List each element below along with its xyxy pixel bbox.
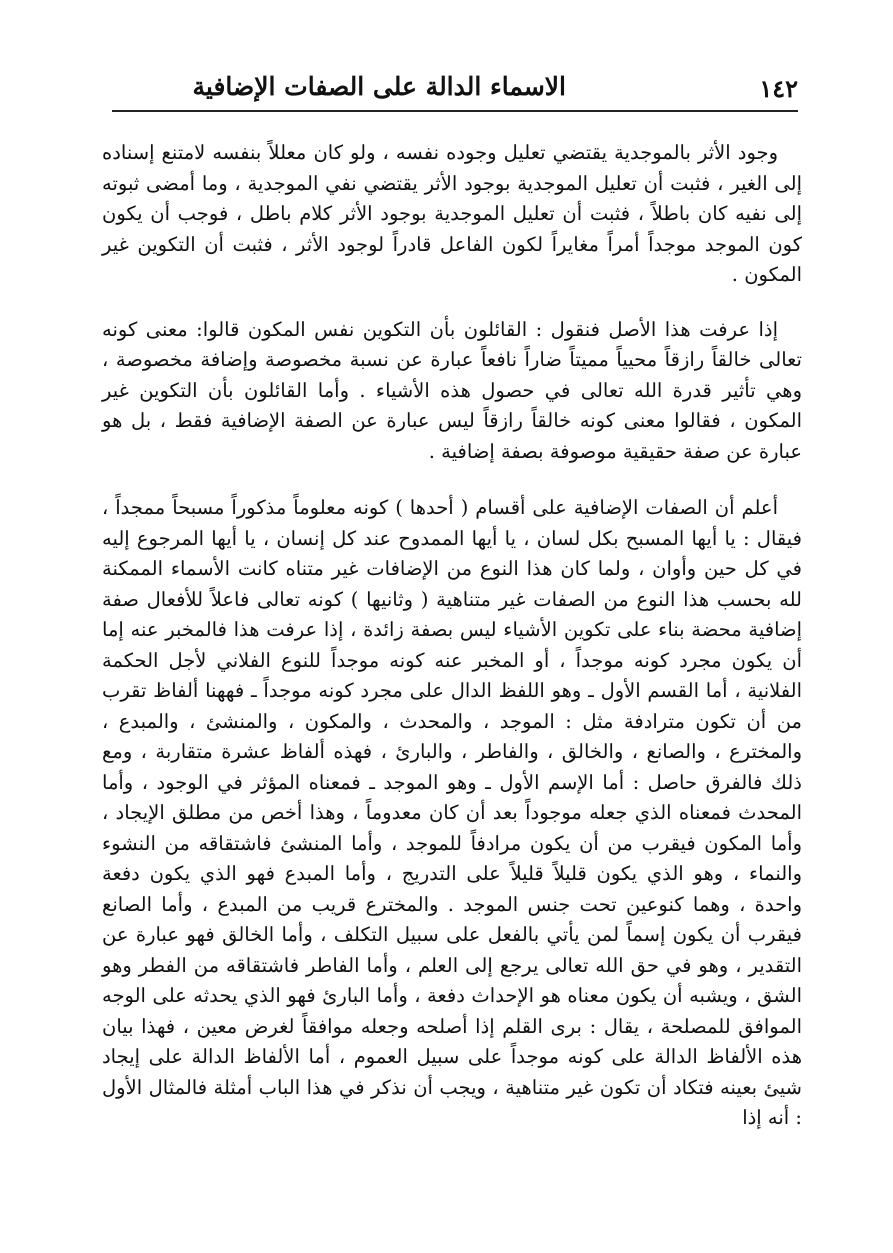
paragraph-1: وجود الأثر بالموجدية يقتضي تعليل وجوده نفسه ، ولو كان معللاً بنفسه لامتنع إسناده إلى الغير ، فثبت أن تعليل الموجدية بوجود الأثر يقتضي نفي الموجدية ، وما أمضى ثبوته إلى نفيه كان باطلاً ، فثبت أن تعليل الموجدية بوجود الأثر كلام باطل ، فوجب أن يكون كون الموجد موجداً أمراً مغايراً لكون الفاعل قادراً لوجود الأثر ، فثبت أن التكوين غير المكون . — [102, 141, 802, 286]
paragraph-2: إذا عرفت هذا الأصل فنقول : القائلون بأن التكوين نفس المكون قالوا: معنى كونه تعالى خالقاً رازقاً محيياً مميتاً ضاراً نافعاً عبارة عن نسبة مخصوصة وإضافة مخصوصة ، وهي تأثير قدرة الله تعالى في حصول هذه الأشياء . وأما القائلون بأن التكوين غير المكون ، فقالوا معنى كونه خالقاً رازقاً ليس عبارة عن الصفة الإضافية فقط ، بل هو عبارة عن صفة حقيقية موصوفة بصفة إضافية . — [102, 317, 802, 463]
page-number: ١٤٢ — [759, 74, 798, 103]
body-text — [102, 138, 802, 1134]
page-header — [112, 64, 798, 112]
running-title: الاسماء الدالة على الصفات الإضافية — [192, 72, 566, 101]
paragraph-3: أعلم أن الصفات الإضافية على أقسام ( أحدها ) كونه معلوماً مذكوراً مسبحاً ممجداً ، فيقال : يا أيها المسبح بكل لسان ، يا أيها الممدوح عند كل إنسان ، يا أيها المرجوع إليه في كل حين وأوان ، ولما كان هذا النوع من الإضافات غير متناه كانت الأسماء الممكنة لله بحسب هذا النوع من الصفات غير متناهية ( وثانيها ) كونه تعالى فاعلاً للأفعال صفة إضافية محضة بناء على تكوين الأشياء ليس بصفة زائدة ، إذا عرفت هذا فالمخبر عنه إما أن يكون مجرد كونه موجداً ، أو المخبر عنه كونه موجداً للنوع الفلاني لأجل الحكمة الفلانية ، أما القسم الأول ـ وهو اللفظ الدال على مجرد كونه موجداً ـ فههنا ألفاظ تقرب من أن تكون مترادفة مثل : الموجد ، والمحدث ، والمكون ، والمنشئ ، والمبدع ، والمخترع ، والصانع ، والخالق ، والفاطر ، والبارئ ، فهذه ألفاظ عشرة متقاربة ، ومع ذلك فالفرق حاصل : أما الإسم الأول ـ وهو الموجد ـ فمعناه المؤثر في الوجود ، وأما المحدث فمعناه الذي جعله موجوداً بعد أن كان معدوماً ، وهذا أخص من مطلق الإيجاد ، وأما المكون فيقرب من أن يكون مرادفاً للموجد ، وأما المنشئ فاشتقاقه من النشوء والنماء ، وهو الذي يكون قليلاً قليلاً على التدريج ، وأما المبدع فهو الذي يكون دفعة واحدة ، وهما كنوعين تحت جنس الموجد . والمخترع قريب من المبدع ، وأما الصانع فيقرب أن يكون إسماً لمن يأتي بالفعل على سبيل التكلف ، وأما الخالق فهو عبارة عن التقدير ، وهو في حق الله تعالى يرجع إلى العلم ، وأما الفاطر فاشتقاقه من الفطر وهو الشق ، ويشبه أن يكون معناه هو الإحداث دفعة ، وأما البارئ فهو الذي يحدثه على الوجه الموافق للمصلحة ، يقال : برى القلم إذا أصلحه وجعله موافقاً لغرض معين ، فهذا بيان هذه الألفاظ الدالة على كونه موجداً على سبيل العموم ، أما الألفاظ الدالة على إيجاد شيئ بعينه فتكاد أن تكون غير متناهية ، ويجب أن نذكر في هذا الباب أمثلة فالمثال الأول : أنه إذا — [102, 496, 802, 1129]
